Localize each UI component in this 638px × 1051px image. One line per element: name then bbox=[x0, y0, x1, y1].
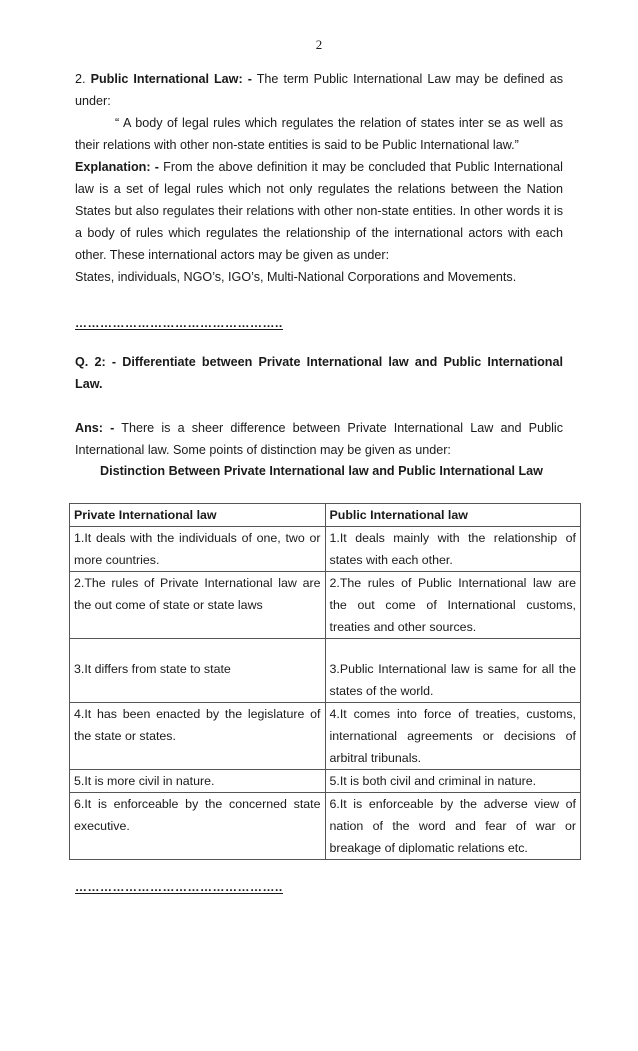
explanation-text: From the above definition it may be concluded that Public International law is a set of legal rules which not only regulates the relations between the Nation States but also regulates their relations with other non-state entities. In other words it is a body of rules which regulates the relationship of the international actors with each other. These international actors may be given as under: bbox=[75, 160, 563, 262]
table-cell: 5.It is more civil in nature. bbox=[70, 770, 326, 793]
table-header-public: Public International law bbox=[325, 504, 581, 527]
table-cell: 4.It comes into force of treaties, customs, international agreements or decisions of arbitral tribunals. bbox=[325, 703, 581, 770]
table-cell: 1.It deals mainly with the relationship of states with each other. bbox=[325, 527, 581, 572]
actors-list: States, individuals, NGO’s, IGO’s, Multi-National Corporations and Movements. bbox=[75, 270, 517, 284]
table-caption: Distinction Between Private International law and Public International Law bbox=[100, 464, 543, 478]
table-row bbox=[70, 527, 581, 572]
answer-text: There is a sheer difference between Private International Law and Public International law. Some points of distinction may be given as under: bbox=[75, 421, 563, 457]
explanation-label: Explanation: - bbox=[75, 160, 159, 174]
table-cell: 3.It differs from state to state bbox=[70, 639, 326, 703]
table-header-row bbox=[70, 504, 581, 527]
table-cell: 6.It is enforceable by the concerned state executive. bbox=[70, 793, 326, 860]
question-text: Q. 2: - Differentiate between Private International law and Public International Law. bbox=[75, 355, 563, 391]
table-cell: 1.It deals with the individuals of one, two or more countries. bbox=[70, 527, 326, 572]
table-cell: 6.It is enforceable by the adverse view of nation of the word and fear of war or breakage of diplomatic relations etc. bbox=[325, 793, 581, 860]
section-heading: Public International Law: - bbox=[90, 72, 252, 86]
table-cell: 3.Public International law is same for all the states of the world. bbox=[325, 639, 581, 703]
page-number: 2 bbox=[315, 37, 323, 52]
answer-label: Ans: - bbox=[75, 421, 115, 435]
table-cell: 2.The rules of Public International law are the out come of International customs, treaties and other sources. bbox=[325, 572, 581, 639]
table-cell: 5.It is both civil and criminal in nature. bbox=[325, 770, 581, 793]
definition-quote: “ A body of legal rules which regulates the relation of states inter se as well as their relations with other non-state entities is said to be Public International law.” bbox=[75, 116, 563, 152]
definition-intro: The term Public International Law may be defined as under: bbox=[75, 72, 564, 108]
distinction-table bbox=[69, 503, 581, 860]
table-row bbox=[70, 793, 581, 860]
answer-paragraph bbox=[75, 417, 563, 461]
definition-paragraph bbox=[75, 68, 563, 112]
table-cell: 2.The rules of Private International law are the out come of state or state laws bbox=[70, 572, 326, 639]
table-row bbox=[70, 572, 581, 639]
table-cell: 4.It has been enacted by the legislature of the state or states. bbox=[70, 703, 326, 770]
table-header-private: Private International law bbox=[70, 504, 326, 527]
table-row bbox=[70, 703, 581, 770]
separator-line: ………………………………………….. bbox=[75, 312, 283, 330]
section-public-international-law bbox=[75, 68, 563, 288]
table-row bbox=[70, 639, 581, 703]
table-row bbox=[70, 770, 581, 793]
separator-line: ………………………………………….. bbox=[75, 876, 283, 894]
section-number: 2. bbox=[75, 72, 86, 86]
question-heading bbox=[75, 351, 563, 395]
explanation-paragraph bbox=[75, 156, 563, 266]
